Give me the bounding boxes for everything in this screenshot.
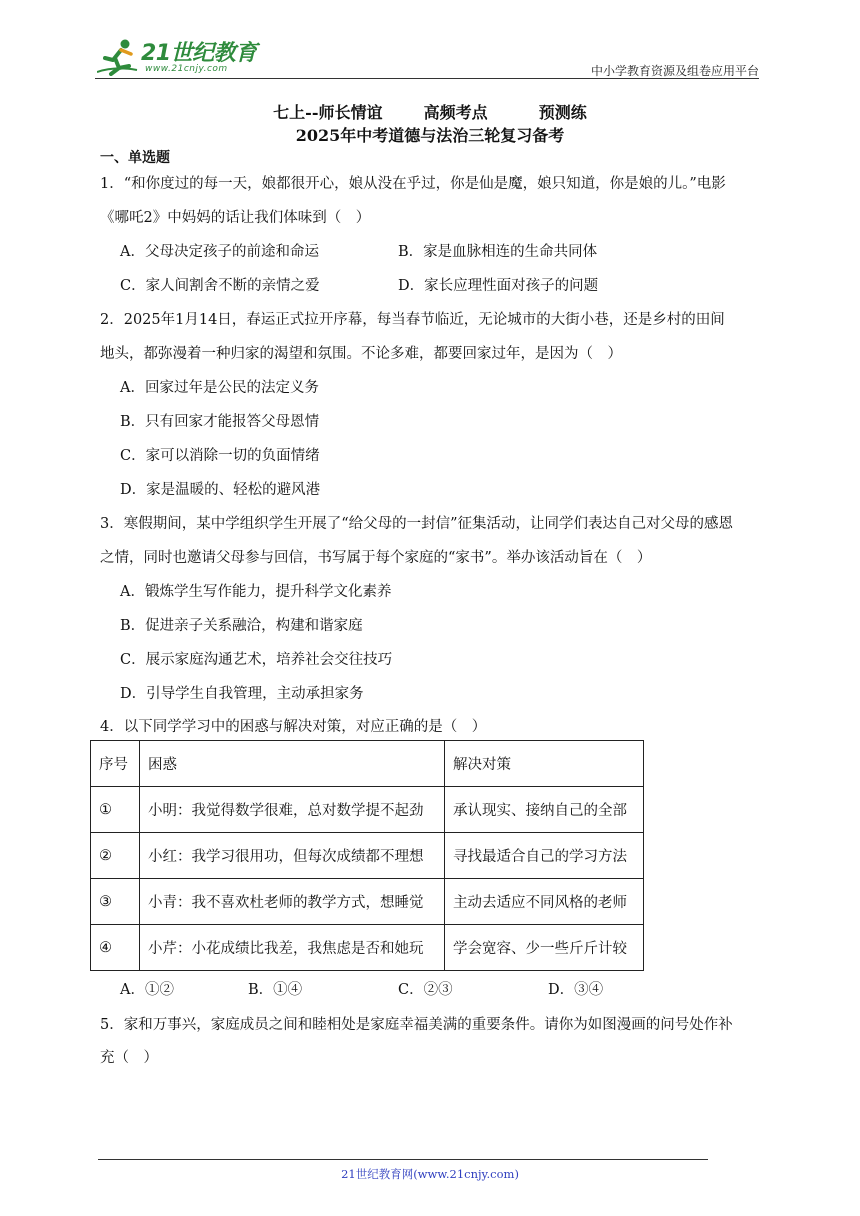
question-2-line-2: 地头，都弥漫着一种归家的渴望和氛围。不论多难，都要回家过年，是因为（ ） [100,346,622,362]
table-cell: ② [91,833,140,879]
question-5-line-2: 充（ ） [100,1050,158,1066]
section-heading: 一、单选题 [100,150,170,166]
page-header [95,34,759,78]
title-part-2: 高频考点 [423,103,488,122]
table-cell: ① [91,787,140,833]
table-cell: 学会宽容、少一些斤斤计较 [445,925,644,971]
title-part-1: 七上--师长情谊 [273,103,383,122]
title-part-3: 预测练 [538,103,587,122]
question-4-option-c: C．②③ [398,982,453,998]
header-divider [95,78,759,79]
question-3-option-d: D．引导学生自我管理，主动承担家务 [120,686,364,702]
question-4-option-d: D．③④ [548,982,604,998]
question-3-line-2: 之情，同时也邀请父母参与回信，书写属于每个家庭的“家书”。举办该活动旨在（ ） [100,550,652,566]
table-cell: ④ [91,925,140,971]
runner-logo-icon [97,38,139,76]
question-5-line-1: 5．家和万事兴，家庭成员之间和睦相处是家庭幸福美满的重要条件。请你为如图漫画的问号处作补 [100,1017,733,1033]
question-3-option-b: B．促进亲子关系融洽，构建和谐家庭 [120,618,363,634]
table-header-cell: 解决对策 [445,741,644,787]
table-cell: 承认现实、接纳自己的全部 [445,787,644,833]
question-3-option-c: C．展示家庭沟通艺术，培养社会交往技巧 [120,652,393,668]
footer-link[interactable]: 21世纪教育网(www.21cnjy.com) [341,1167,519,1181]
question-4-option-b: B．①④ [248,982,303,998]
question-1-option-a: A．父母决定孩子的前途和命运 [120,244,319,260]
question-2-option-b: B．只有回家才能报答父母恩情 [120,414,320,430]
question-2-option-a: A．回家过年是公民的法定义务 [120,380,319,396]
table-cell: 小明：我觉得数学很难，总对数学提不起劲 [140,787,445,833]
question-3-line-1: 3．寒假期间，某中学组织学生开展了“给父母的一封信”征集活动，让同学们表达自己对父母的感恩 [100,516,734,532]
question-3-option-a: A．锻炼学生写作能力，提升科学文化素养 [120,584,392,600]
question-4-table [90,740,644,971]
table-cell: ③ [91,879,140,925]
logo-text: 21世纪教育 [141,41,257,66]
logo [95,34,265,78]
table-row [91,787,644,833]
question-1-option-c: C．家人间割舍不断的亲情之爱 [120,278,320,294]
table-row [91,879,644,925]
table-header-cell: 困惑 [140,741,445,787]
question-4-option-a: A．①② [120,982,174,998]
document-subtitle: 2025年中考道德与法治三轮复习备考 [295,126,565,145]
logo-url: www.21cnjy.com [145,64,228,74]
question-1-option-d: D．家长应理性面对孩子的问题 [398,278,599,294]
question-4-line-1: 4．以下同学学习中的困惑与解决对策，对应正确的是（ ） [100,719,487,735]
table-cell: 小红：我学习很用功，但每次成绩都不理想 [140,833,445,879]
table-header-cell: 序号 [91,741,140,787]
question-2-line-1: 2．2025年1月14日，春运正式拉开序幕，每当春节临近，无论城市的大街小巷，还是乡村的田间 [100,312,725,328]
question-2-option-d: D．家是温暖的、轻松的避风港 [120,482,321,498]
table-row [91,833,644,879]
table-cell: 主动去适应不同风格的老师 [445,879,644,925]
document-title [0,100,860,123]
question-2-option-c: C．家可以消除一切的负面情绪 [120,448,320,464]
question-1-option-b: B．家是血脉相连的生命共同体 [398,244,598,260]
table-cell: 小芹：小花成绩比我差，我焦虑是否和她玩 [140,925,445,971]
question-1-line-2: 《哪吒2》中妈妈的话让我们体味到（ ） [100,210,371,226]
table-header-row [91,741,644,787]
platform-name: 中小学教育资源及组卷应用平台 [590,64,759,78]
table-cell: 小青：我不喜欢杜老师的教学方式，想睡觉 [140,879,445,925]
question-1-line-1: 1．“和你度过的每一天，娘都很开心，娘从没在乎过，你是仙是魔，娘只知道，你是娘的儿。”电影 [100,176,726,192]
footer-divider [98,1159,708,1160]
table-row [91,925,644,971]
table-cell: 寻找最适合自己的学习方法 [445,833,644,879]
